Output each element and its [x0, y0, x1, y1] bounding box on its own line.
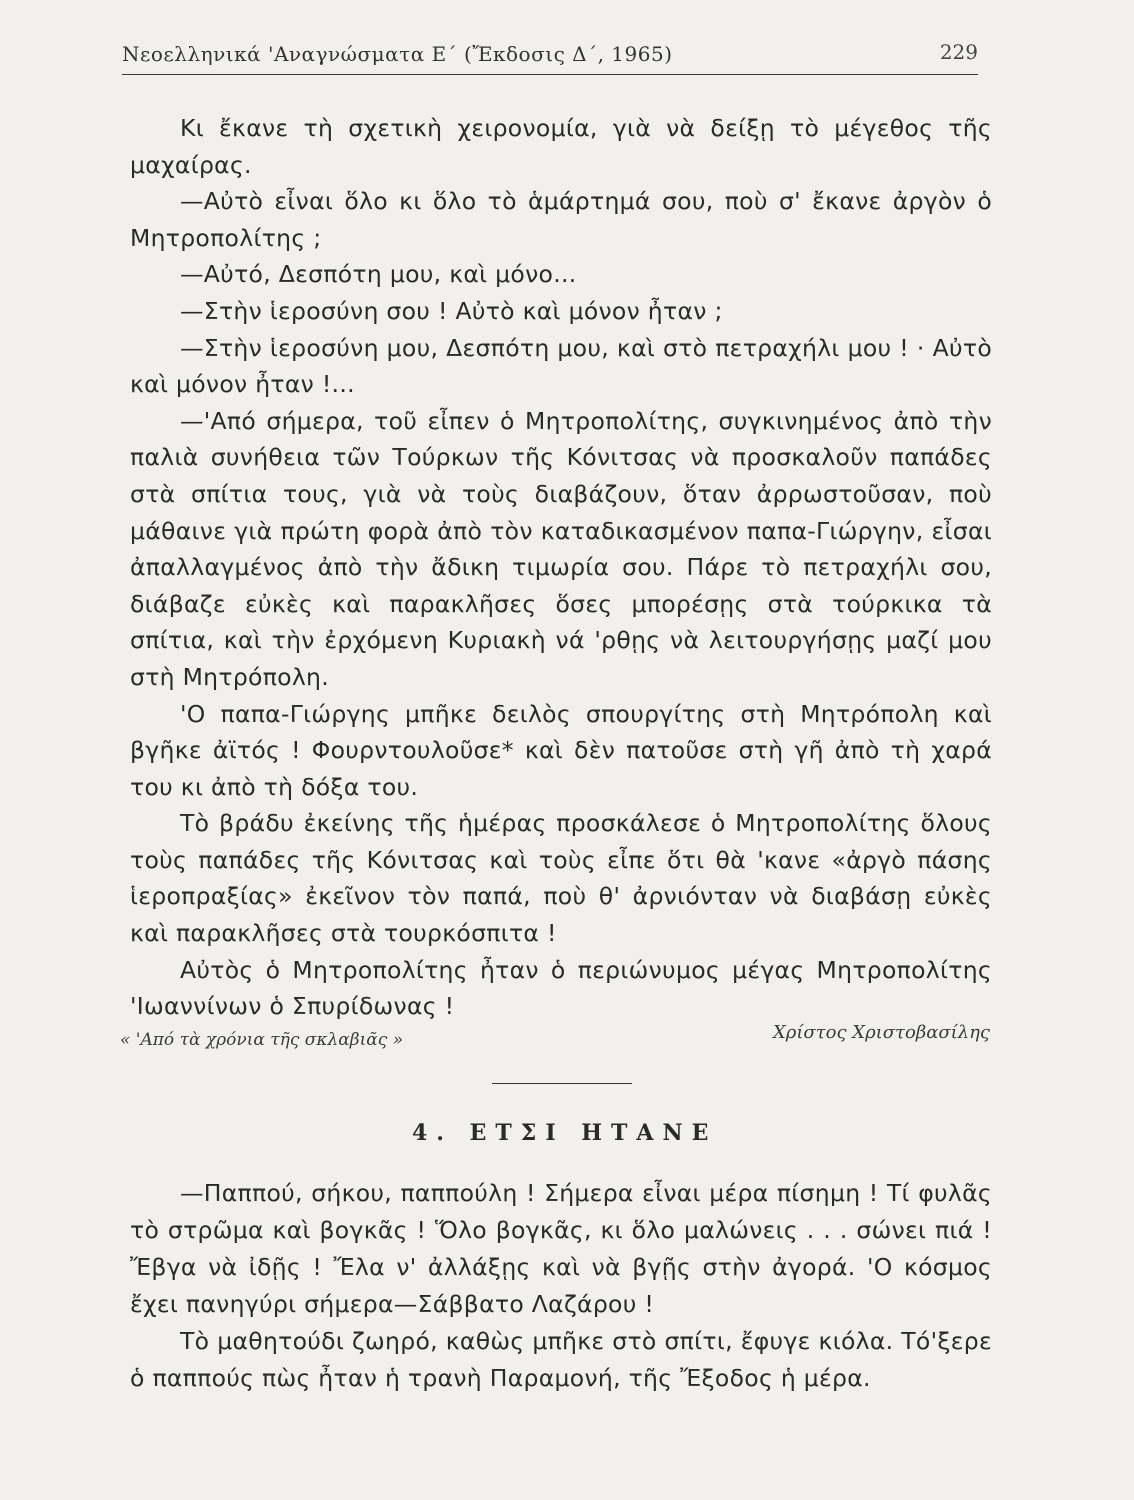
paragraph: 'Ο παπα-Γιώργης μπῆκε δειλὸς σπουργίτης στὴ Μητρόπολη καὶ βγῆκε ἀϊτός ! Φουρντουλοῦσε* καὶ δὲν πατοῦσε στὴ γῆ ἀπὸ τὴ χαρά του κι ἀπὸ τὴ δόξα του. [130, 699, 992, 801]
citation [120, 1022, 990, 1052]
section-title: 4. ΕΤΣΙ ΗΤΑΝΕ [412, 1120, 718, 1146]
paragraph: Κι ἔκανε τὴ σχετικὴ χειρονομία, γιὰ νὰ δείξῃ τὸ μέγεθος τῆς μαχαίρας. [130, 114, 992, 179]
paragraph: Αὐτὸς ὁ Μητροπολίτης ἦταν ὁ περιώνυμος μέγας Μητροπολίτης 'Ιωαννίνων ὁ Σπυρίδωνας ! [130, 955, 992, 1021]
header-title: Νεοελληνικά 'Αναγνώσματα Ε΄ (Ἔκδοσις Δ΄, 1965) [122, 42, 673, 66]
paragraph: —Στὴν ἱεροσύνη σου ! Αὐτὸ καὶ μόνον ἦταν ; [180, 296, 723, 325]
body-text [130, 110, 992, 1025]
paragraph: Τὸ βράδυ ἐκείνης τῆς ἡμέρας προσκάλεσε ὁ Μητροπολίτης ὅλους τοὺς παπάδες τῆς Κόνιτσας καὶ τοὺς εἶπε ὅτι θὰ 'κανε «ἀργὸ πάσης ἱεροπραξίας» ἐκεῖνον τὸν παπά, ποὺ θ' ἀρνιόνταν νὰ διαβάσῃ εὐκὲς καὶ παρακλῆσες στὰ τουρκόσπιτα ! [130, 809, 992, 948]
body-text-section-2 [130, 1175, 992, 1397]
citation-author: Χρίστος Χριστοβασίλης [772, 1022, 990, 1043]
paragraph: Τὸ μαθητούδι ζωηρό, καθὼς μπῆκε στὸ σπίτι, ἔφυγε κιόλα. Τό'ξερε ὁ παππούς πὼς ἦταν ἡ τρανὴ Παραμονή, τῆς Ἔξοδος ἡ μέρα. [130, 1327, 992, 1392]
citation-source: « 'Από τὰ χρόνια τῆς σκλαβιᾶς » [120, 1030, 404, 1050]
paragraph: —'Από σήμερα, τοῦ εἶπεν ὁ Μητροπολίτης, συγκινημένος ἀπὸ τὴν παλιὰ συνήθεια τῶν Τούρκων τῆς Κόνιτσας νὰ προσκαλοῦν παπάδες στὰ σπίτια τους, γιὰ νὰ τοὺς διαβάζουν, ὅταν ἀρρωστοῦσαν, ποὺ μάθαινε γιὰ πρώτη φορὰ ἀπὸ τὸν καταδικασμένον παπα-Γιώργην, εἶσαι ἀπαλλαγμένος ἀπὸ τὴν ἄδικη τιμωρία σου. Πάρε τὸ πετραχήλι σου, διάβαζε εὐκὲς καὶ παρακλῆσες ὅσες μπορέσῃς στὰ τούρκικα τὰ σπίτια, καὶ τὴν ἐρχόμενη Κυριακὴ νά 'ρθῃς νὰ λειτουργήσῃς μαζί μου στὴ Μητρόπολη. [130, 406, 992, 691]
paragraph: —Στὴν ἱεροσύνη μου, Δεσπότη μου, καὶ στὸ πετραχήλι μου ! · Αὐτὸ καὶ μόνον ἦταν !... [130, 333, 992, 399]
running-header [122, 40, 978, 75]
page-number: 229 [939, 40, 978, 64]
paragraph: —Παππού, σήκου, παππούλη ! Σήμερα εἶναι μέρα πίσημη ! Τί φυλᾶς τὸ στρῶμα καὶ βογκᾶς ! Ὅλο βογκᾶς, κι ὅλο μαλώνεις . . . σώνει πιά ! Ἔβγα νὰ ἰδῇς ! Ἔλα ν' ἀλλάξῃς καὶ νὰ βγῇς στὴν ἀγορά. 'Ο κόσμος ἔχει πανηγύρι σήμερα—Σάββατο Λαζάρου ! [130, 1179, 992, 1318]
paragraph: —Αὐτὸ εἶναι ὅλο κι ὅλο τὸ ἁμάρτημά σου, ποὺ σ' ἔκανε ἀργὸν ὁ Μητροπολίτης ; [130, 187, 992, 252]
paragraph: —Αὐτό, Δεσπότη μου, καὶ μόνο... [180, 260, 577, 289]
section-divider [492, 1083, 632, 1084]
